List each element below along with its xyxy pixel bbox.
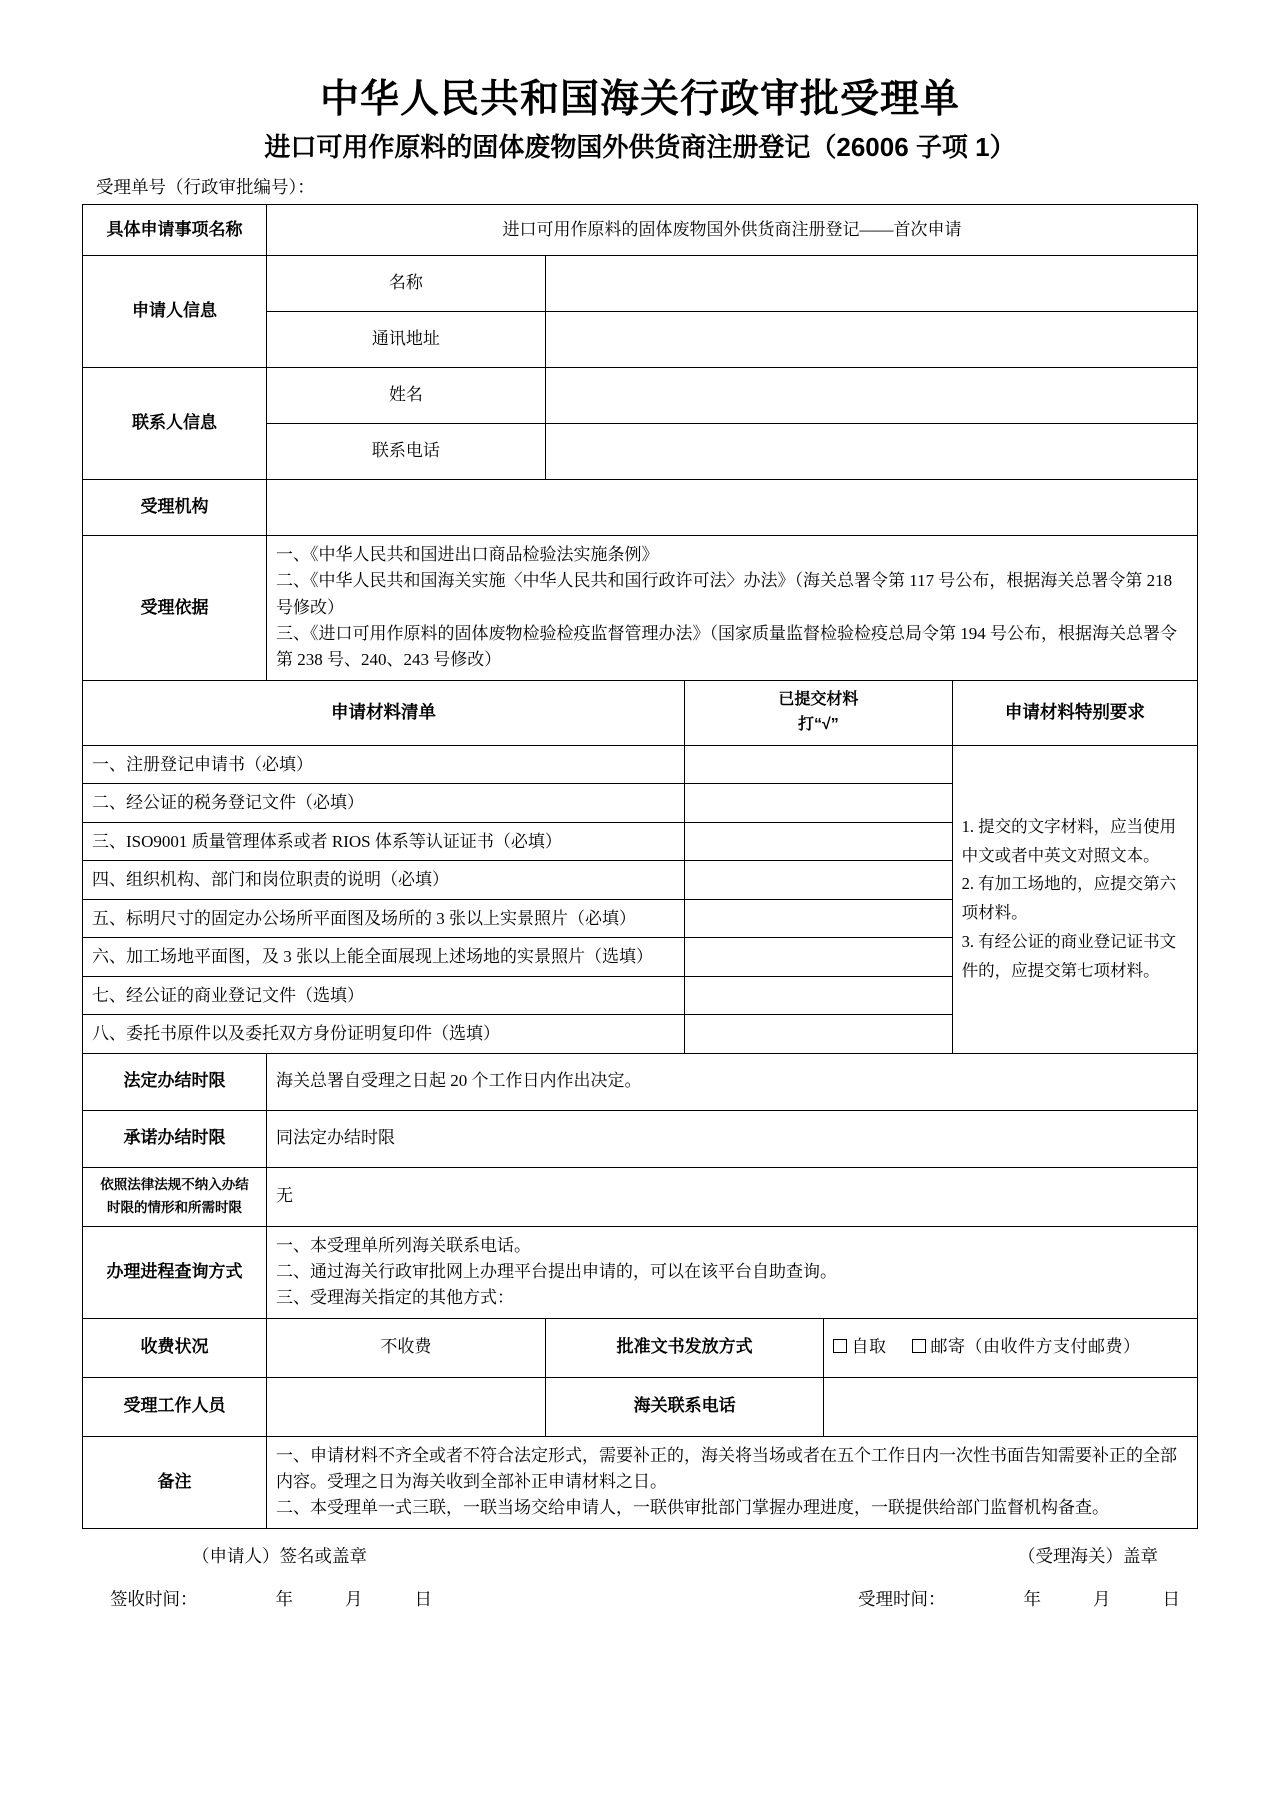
mail-label: 邮寄（由收件方支付邮费） <box>930 1337 1141 1357</box>
accept-time-year: 年 <box>1023 1588 1041 1609</box>
legal-deadline-label: 法定办结时限 <box>83 1053 267 1110</box>
excluded-deadline-label <box>83 1167 267 1226</box>
material-item-2: 二、经公证的税务登记文件（必填） <box>83 784 685 823</box>
legal-basis-item-3: 三、《进口可用作原料的固体废物检验检疫监督管理办法》（国家质量监督检验检疫总局令第 194 号公布，根据海关总署令第 238 号、240、243 号修改） <box>275 624 1177 670</box>
table-row-promised-deadline <box>83 1110 1198 1167</box>
table-row-legal-deadline <box>83 1053 1198 1110</box>
pickup-label: 自取 <box>851 1337 887 1357</box>
legal-basis-item-1: 一、《中华人民共和国进出口商品检验法实施条例》 <box>275 545 659 565</box>
officer-input[interactable] <box>266 1377 545 1436</box>
material-checkbox-7[interactable] <box>685 976 953 1015</box>
legal-basis-content <box>266 536 1197 681</box>
remarks-item-1: 一、申请材料不齐全或者不符合法定形式，需要补正的，海关将当场或者在五个工作日内一次性书面告知需要补正的全部内容。受理之日为海关收到全部补正申请材料之日。 <box>275 1445 1177 1492</box>
table-row-legal-basis <box>83 536 1198 681</box>
applicant-name-input[interactable] <box>545 256 1197 312</box>
contact-phone-label: 联系电话 <box>266 424 545 480</box>
material-checkbox-8[interactable] <box>685 1015 953 1054</box>
officer-label: 受理工作人员 <box>83 1377 267 1436</box>
material-item-6: 六、加工场地平面图，及 3 张以上能全面展现上述场地的实景照片（选填） <box>83 938 685 977</box>
legal-deadline-value: 海关总署自受理之日起 20 个工作日内作出决定。 <box>266 1053 1197 1110</box>
material-checkbox-3[interactable] <box>685 822 953 861</box>
contact-phone-input[interactable] <box>545 424 1197 480</box>
customs-seal-label: （受理海关）盖章 <box>1018 1545 1158 1566</box>
material-checkbox-4[interactable] <box>685 861 953 900</box>
table-row-material-1 <box>83 745 1198 784</box>
customs-phone-label: 海关联系电话 <box>545 1377 824 1436</box>
mail-checkbox[interactable] <box>912 1339 926 1353</box>
page-title: 中华人民共和国海关行政审批受理单 <box>319 78 960 121</box>
material-checkbox-6[interactable] <box>685 938 953 977</box>
progress-query-content <box>266 1226 1197 1318</box>
progress-query-item-1: 一、本受理单所列海关联系电话。 <box>275 1235 531 1255</box>
table-row-progress-query <box>83 1226 1198 1318</box>
table-row-excluded-deadline <box>83 1167 1198 1226</box>
applicant-info-label: 申请人信息 <box>83 256 267 368</box>
sign-time-label: 签收时间： <box>110 1588 198 1609</box>
special-requirement-3: 3. 有经公证的商业登记证书文件的，应提交第七项材料。 <box>961 932 1177 981</box>
materials-special-header: 申请材料特别要求 <box>952 680 1197 745</box>
signature-row <box>82 1543 1198 1568</box>
authority-input[interactable] <box>266 480 1197 536</box>
material-item-4: 四、组织机构、部门和岗位职责的说明（必填） <box>83 861 685 900</box>
excluded-deadline-label-line1: 依照法律法规不纳入办结 <box>100 1176 249 1192</box>
approval-form-table <box>82 204 1198 1529</box>
progress-query-item-2: 二、通过海关行政审批网上办理平台提出申请的，可以在该平台自助查询。 <box>275 1261 837 1281</box>
material-checkbox-1[interactable] <box>685 745 953 784</box>
progress-query-item-3: 三、受理海关指定的其他方式： <box>275 1288 514 1308</box>
table-row-fees <box>83 1318 1198 1377</box>
remarks-content <box>266 1436 1197 1528</box>
table-row-applicant-name <box>83 256 1198 312</box>
applicant-name-label: 名称 <box>266 256 545 312</box>
table-row-item-name <box>83 205 1198 256</box>
receipt-number-label: 受理单号（行政审批编号）： <box>96 176 315 197</box>
material-item-1: 一、注册登记申请书（必填） <box>83 745 685 784</box>
customs-phone-input[interactable] <box>824 1377 1198 1436</box>
promised-deadline-label: 承诺办结时限 <box>83 1110 267 1167</box>
materials-list-header: 申请材料清单 <box>83 680 685 745</box>
special-requirement-1: 1. 提交的文字材料，应当使用中文或者中英文对照文本。 <box>961 816 1177 865</box>
sign-time-year: 年 <box>275 1588 293 1609</box>
table-row-authority <box>83 480 1198 536</box>
materials-submitted-header-line1: 已提交材料 <box>778 690 859 708</box>
applicant-address-input[interactable] <box>545 312 1197 368</box>
remarks-label: 备注 <box>83 1436 267 1528</box>
authority-label: 受理机构 <box>83 480 267 536</box>
promised-deadline-value: 同法定办结时限 <box>266 1110 1197 1167</box>
item-name-value: 进口可用作原料的固体废物国外供货商注册登记——首次申请 <box>266 205 1197 256</box>
materials-submitted-header <box>685 680 953 745</box>
fee-status-value: 不收费 <box>266 1318 545 1377</box>
material-item-5: 五、标明尺寸的固定办公场所平面图及场所的 3 张以上实景照片（必填） <box>83 899 685 938</box>
legal-basis-label: 受理依据 <box>83 536 267 681</box>
progress-query-label: 办理进程查询方式 <box>83 1226 267 1318</box>
material-item-8: 八、委托书原件以及委托双方身份证明复印件（选填） <box>83 1015 685 1054</box>
excluded-deadline-value: 无 <box>266 1167 1197 1226</box>
legal-basis-item-2: 二、《中华人民共和国海关实施〈中华人民共和国行政许可法〉办法》（海关总署令第 117 号公布，根据海关总署令第 218 号修改） <box>275 571 1173 617</box>
accept-time-group <box>858 1586 1180 1611</box>
special-requirement-2: 2. 有加工场地的，应提交第六项材料。 <box>961 874 1177 923</box>
material-special-requirements <box>952 745 1197 1053</box>
excluded-deadline-label-line2: 时限的情形和所需时限 <box>106 1199 242 1215</box>
applicant-address-label: 通讯地址 <box>266 312 545 368</box>
pickup-checkbox[interactable] <box>833 1339 847 1353</box>
table-row-materials-header <box>83 680 1198 745</box>
fee-status-label: 收费状况 <box>83 1318 267 1377</box>
sign-time-month: 月 <box>345 1588 363 1609</box>
date-row <box>82 1586 1198 1611</box>
accept-time-month: 月 <box>1093 1588 1111 1609</box>
sign-time-group <box>110 1586 432 1611</box>
accept-time-label: 受理时间： <box>858 1588 946 1609</box>
material-item-7: 七、经公证的商业登记文件（选填） <box>83 976 685 1015</box>
material-checkbox-2[interactable] <box>685 784 953 823</box>
page-subtitle: 进口可用作原料的固体废物国外供货商注册登记（26006 子项 1） <box>264 131 1016 162</box>
contact-name-label: 姓名 <box>266 368 545 424</box>
table-row-contact-name <box>83 368 1198 424</box>
contact-name-input[interactable] <box>545 368 1197 424</box>
sign-time-day: 日 <box>414 1588 432 1609</box>
delivery-method-options <box>824 1318 1198 1377</box>
table-row-staff <box>83 1377 1198 1436</box>
accept-time-day: 日 <box>1162 1588 1180 1609</box>
remarks-item-2: 二、本受理单一式三联，一联当场交给申请人，一联供审批部门掌握办理进度，一联提供给部门监督机构备查。 <box>275 1498 1109 1518</box>
delivery-method-label: 批准文书发放方式 <box>545 1318 824 1377</box>
table-row-remarks <box>83 1436 1198 1528</box>
contact-info-label: 联系人信息 <box>83 368 267 480</box>
material-checkbox-5[interactable] <box>685 899 953 938</box>
applicant-signature-label: （申请人）签名或盖章 <box>192 1545 367 1566</box>
item-name-label: 具体申请事项名称 <box>83 205 267 256</box>
material-item-3: 三、ISO9001 质量管理体系或者 RIOS 体系等认证证书（必填） <box>83 822 685 861</box>
materials-submitted-header-line2: 打“√” <box>797 715 839 733</box>
